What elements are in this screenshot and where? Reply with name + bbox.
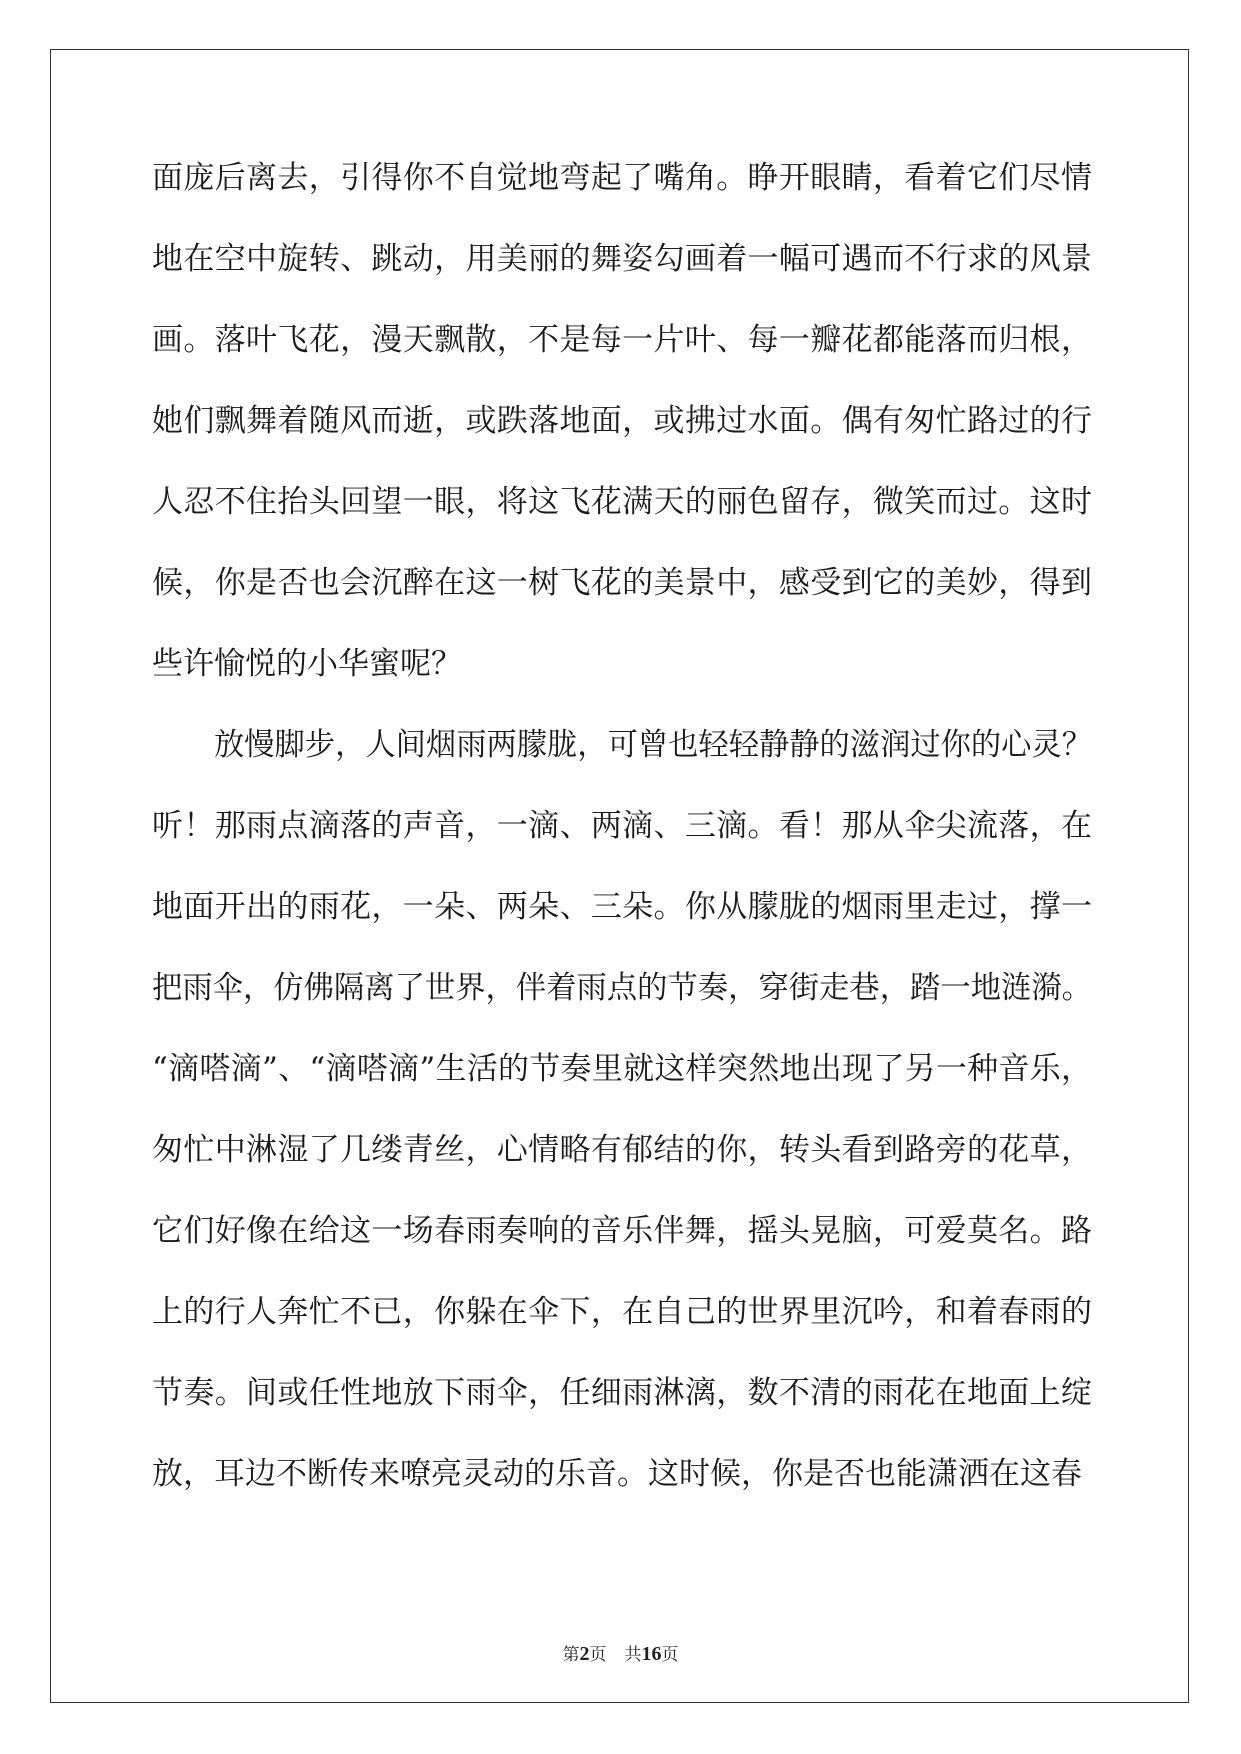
text-line-content: 候，你是否也会沉醉在这一树飞花的美景中，感受到它的美妙，得到: [152, 565, 1092, 601]
text-line-content: 些许愉悦的小华蜜呢？: [152, 646, 462, 682]
text-line-content: 地面开出的雨花，一朵、两朵、三朵。你从朦胧的烟雨里走过，撑一: [152, 889, 1092, 925]
document-body: [152, 160, 1092, 1537]
text-line: [152, 1051, 1092, 1132]
text-line: [152, 322, 1092, 403]
page-number: 2: [579, 1643, 590, 1665]
text-line-content: 把雨伞，仿佛隔离了世界，伴着雨点的节奏，穿街走巷，踏一地涟漪。: [152, 970, 1092, 1006]
text-line-content: 听！那雨点滴落的声音，一滴、两滴、三滴。看！那从伞尖流落，在: [152, 808, 1092, 844]
paragraph-1: [152, 160, 1092, 727]
text-line: [152, 808, 1092, 889]
text-line: [152, 160, 1092, 241]
text-line: [152, 1456, 1092, 1537]
text-line: [152, 403, 1092, 484]
text-line: [152, 970, 1092, 1051]
text-line-content: 面庞后离去，引得你不自觉地弯起了嘴角。睁开眼睛，看着它们尽情: [152, 160, 1092, 196]
text-line-content: 匆忙中淋湿了几缕青丝，心情略有郁结的你，转头看到路旁的花草，: [152, 1132, 1092, 1168]
page-suffix: 页: [589, 1645, 607, 1665]
text-line: [152, 1132, 1092, 1213]
text-line-indented: [152, 727, 1092, 808]
text-line-content: 放慢脚步，人间烟雨两朦胧，可曾也轻轻静静的滋润过你的心灵？: [214, 727, 1092, 763]
total-prefix: 共: [624, 1645, 642, 1665]
page-footer: [0, 1640, 1241, 1666]
text-line: [152, 646, 1092, 727]
text-line: [152, 1213, 1092, 1294]
total-suffix: 页: [661, 1645, 679, 1665]
text-line: [152, 565, 1092, 646]
text-line-content: 节奏。间或任性地放下雨伞，任细雨淋漓，数不清的雨花在地面上绽: [152, 1375, 1092, 1411]
text-line-content: 放，耳边不断传来嘹亮灵动的乐音。这时候，你是否也能潇洒在这春: [152, 1456, 1082, 1492]
text-line-content: 画。落叶飞花，漫天飘散，不是每一片叶、每一瓣花都能落而归根，: [152, 322, 1092, 358]
text-line-content: 她们飘舞着随风而逝，或跌落地面，或拂过水面。偶有匆忙路过的行: [152, 403, 1092, 439]
page-prefix: 第: [562, 1645, 580, 1665]
text-line: [152, 1294, 1092, 1375]
text-line: [152, 889, 1092, 970]
total-pages: 16: [641, 1643, 662, 1665]
text-line: [152, 241, 1092, 322]
text-line-content: 地在空中旋转、跳动，用美丽的舞姿勾画着一幅可遇而不行求的风景: [152, 241, 1092, 277]
text-line: [152, 1375, 1092, 1456]
text-line: [152, 484, 1092, 565]
text-line-content: 上的行人奔忙不已，你躲在伞下，在自己的世界里沉吟，和着春雨的: [152, 1294, 1092, 1330]
text-line-content: “滴嗒滴”、“滴嗒滴”生活的节奏里就这样突然地出现了另一种音乐，: [152, 1051, 1092, 1087]
paragraph-2: [152, 727, 1092, 1537]
text-line-content: 它们好像在给这一场春雨奏响的音乐伴舞，摇头晃脑，可爱莫名。路: [152, 1213, 1092, 1249]
text-line-content: 人忍不住抬头回望一眼，将这飞花满天的丽色留存，微笑而过。这时: [152, 484, 1092, 520]
